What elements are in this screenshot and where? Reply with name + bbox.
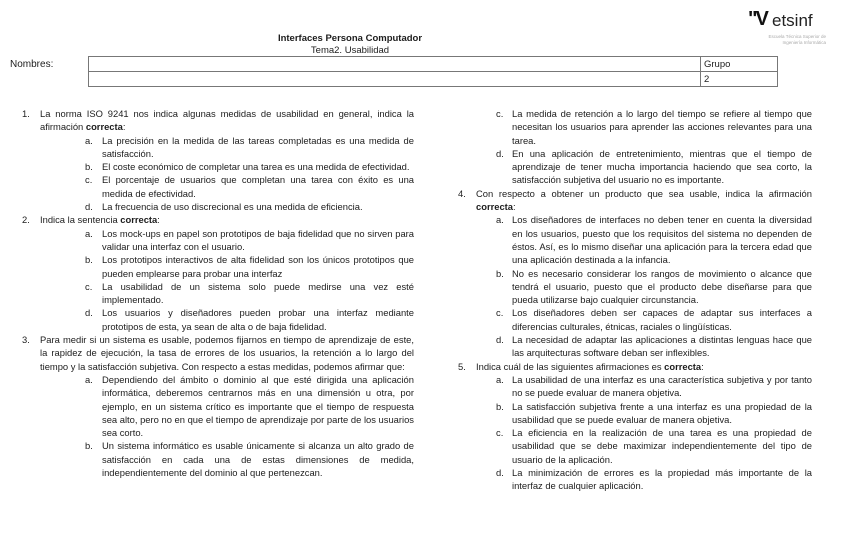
option-letter: d.: [85, 201, 93, 213]
option-letter: c.: [85, 174, 93, 186]
question-emphasis: correcta: [476, 201, 514, 213]
etsinf-logo: [748, 8, 838, 58]
option-text: Los diseñadores deben ser capaces de adaptar sus interfaces a diferencias culturales, étnicas, raciales o lingüísticas.: [512, 307, 812, 332]
answer-option: [458, 107, 812, 147]
question-text: Para medir si un sistema es usable, podemos fijarnos en tiempo de aprendizaje de este, la rapidez de ejecución, la tasa de errores de los usuarios, la retención a lo largo del tiempo y la satisfacción subjetiva. Con respecto a estas medidas, podemos afirmar que:: [40, 334, 414, 372]
question-text-end: :: [122, 121, 126, 133]
question: [22, 213, 414, 226]
answer-option: [458, 426, 812, 466]
question-number: 4.: [458, 187, 466, 199]
option-letter: c.: [85, 280, 93, 292]
option-text: La satisfacción subjetiva frente a una interfaz es una propiedad de la usabilidad que se puede evaluar de manera objetiva.: [512, 400, 812, 425]
answer-option: [22, 306, 414, 333]
option-text: La eficiencia en la realización de una tarea es una propiedad de usabilidad que se debe maximizar independientemente del tipo de usuario de la aplicación.: [512, 427, 812, 465]
question-text-end: :: [157, 214, 160, 226]
question: [458, 360, 812, 373]
question-emphasis: correcta: [664, 360, 702, 372]
option-letter: b.: [85, 440, 93, 452]
name-field-2[interactable]: [89, 72, 701, 87]
option-text: La minimización de errores es la propiedad más importante de la interfaz de cualquier aplicación.: [512, 467, 812, 492]
names-label: Nombres:: [10, 59, 54, 70]
logo-mark-icon: "V: [748, 8, 767, 30]
option-text: La necesidad de adaptar las aplicaciones a distintas lenguas hace que las arquitecturas software deban ser inflexibles.: [512, 334, 812, 359]
option-letter: d.: [85, 307, 93, 319]
option-text: El porcentaje de usuarios que completan una tarea con éxito es una medida de efectividad.: [102, 174, 414, 199]
option-letter: d.: [496, 334, 504, 346]
question-number: 2.: [22, 214, 30, 226]
answer-option: [458, 306, 812, 333]
answer-option: [458, 400, 812, 427]
name-field-1[interactable]: [89, 57, 701, 72]
names-table: [88, 56, 778, 87]
question: [22, 107, 414, 134]
option-letter: b.: [85, 254, 93, 266]
option-letter: d.: [496, 147, 504, 159]
answer-option: [22, 373, 414, 439]
answer-option: [458, 373, 812, 400]
option-text: La precisión en la medida de las tareas completadas es una medida de satisfacción.: [102, 134, 414, 159]
question-text: La norma ISO 9241 nos indica algunas medidas de usabilidad en general, indica la afirmación: [40, 108, 414, 133]
question-text-end: :: [513, 201, 516, 213]
option-text: Dependiendo del ámbito o dominio al que esté dirigida una aplicación informática, deberemos centrarnos más en una dimensión u otra, por ejemplo, en un sistema crítico es importante que el tiempo de respuesta sea alto, pero no en que el tiempo de aprendizaje por parte de los usuarios sea corto.: [102, 373, 414, 439]
option-text: No es necesario considerar los rangos de movimiento o alcance que tendrá el usuario, puesto que el producto debe diseñarse para que pueda utilizarse bajo cualquier circunstancia.: [512, 267, 812, 306]
option-text: Los prototipos interactivos de alta fidelidad son los únicos prototipos que pueden emplearse para probar una interfaz: [102, 254, 414, 279]
option-text: El coste económico de completar una tarea es una medida de efectividad.: [102, 161, 410, 173]
question-number: 5.: [458, 360, 466, 372]
option-letter: c.: [496, 307, 504, 319]
option-letter: c.: [496, 108, 504, 119]
answer-option: [458, 333, 812, 360]
answer-option: [458, 466, 812, 493]
option-letter: b.: [496, 400, 504, 412]
group-value: 2: [701, 72, 778, 87]
answer-option: [458, 147, 812, 187]
option-letter: a.: [496, 214, 504, 226]
question-emphasis: correcta: [120, 214, 158, 226]
question-number: 3.: [22, 334, 30, 346]
answer-option: [22, 253, 414, 280]
option-letter: a.: [85, 373, 93, 385]
question: [22, 333, 414, 373]
option-letter: a.: [85, 227, 93, 239]
answer-option: [22, 227, 414, 254]
answer-option: [22, 200, 414, 213]
answer-option: [458, 267, 812, 307]
option-text: La frecuencia de uso discrecional es una medida de eficiencia.: [102, 201, 363, 213]
answer-option: [22, 439, 414, 479]
logo-name: etsinf: [772, 11, 813, 30]
question-text-end: :: [701, 360, 704, 372]
question-number: 1.: [22, 108, 30, 119]
answer-option: [458, 213, 812, 266]
answer-option: [22, 173, 414, 200]
option-letter: a.: [85, 134, 93, 146]
answer-option: [22, 134, 414, 161]
question-text: Indica cuál de las siguientes afirmaciones es: [476, 360, 665, 372]
option-text: La medida de retención a lo largo del tiempo se refiere al tiempo que necesitan los usuarios para aprender las acciones relevantes para una tarea.: [512, 108, 812, 146]
option-text: Un sistema informático es usable únicamente si alcanza un alto grado de satisfacción en cada una de estas dimensiones de medida, independientemente del dominio al que pertenezcan.: [102, 440, 414, 479]
option-letter: b.: [496, 267, 504, 279]
answer-option: [22, 160, 414, 173]
option-letter: a.: [496, 373, 504, 385]
option-letter: d.: [496, 467, 504, 479]
option-text: En una aplicación de entretenimiento, mientras que el tiempo de aprendizaje de tener mucha importancia haciendo que sea corto, la satisfacción subjetiva del usuario no es importante.: [512, 147, 812, 186]
right-column: [458, 107, 812, 493]
left-column: [22, 107, 414, 479]
question: [458, 187, 812, 214]
option-text: Los usuarios y diseñadores pueden probar una interfaz mediante prototipos de esta, ya sean de alta o de baja fidelidad.: [102, 307, 414, 332]
logo-subtitle: Escuela Técnica Superior de Ingeniería Informática: [768, 34, 826, 45]
option-letter: b.: [85, 161, 93, 173]
option-text: Los mock-ups en papel son prototipos de baja fidelidad que no sirven para validar una interfaz con el usuario.: [102, 227, 414, 252]
option-letter: c.: [496, 427, 504, 439]
group-label: Grupo: [701, 57, 778, 72]
option-text: Los diseñadores de interfaces no deben tener en cuenta la diversidad en los usuarios, puesto que los requisitos del sistema no dependen de éstos. Así, es lo mismo diseñar una aplicación para la tercera edad que una aplicación destinada a la infancia.: [512, 214, 812, 266]
option-text: La usabilidad de un sistema solo puede medirse una vez esté implementado.: [102, 280, 414, 306]
course-title: Interfaces Persona Computador: [277, 33, 423, 44]
question-text: Indica la sentencia: [40, 214, 121, 226]
question-text: Con respecto a obtener un producto que sea usable, indica la afirmación: [476, 187, 812, 199]
option-text: La usabilidad de una interfaz es una característica subjetiva y por tanto no se puede evaluar de manera objetiva.: [512, 373, 812, 399]
question-emphasis: correcta: [85, 121, 123, 133]
answer-option: [22, 280, 414, 307]
topic-title: Tema2. Usabilidad: [310, 45, 390, 56]
